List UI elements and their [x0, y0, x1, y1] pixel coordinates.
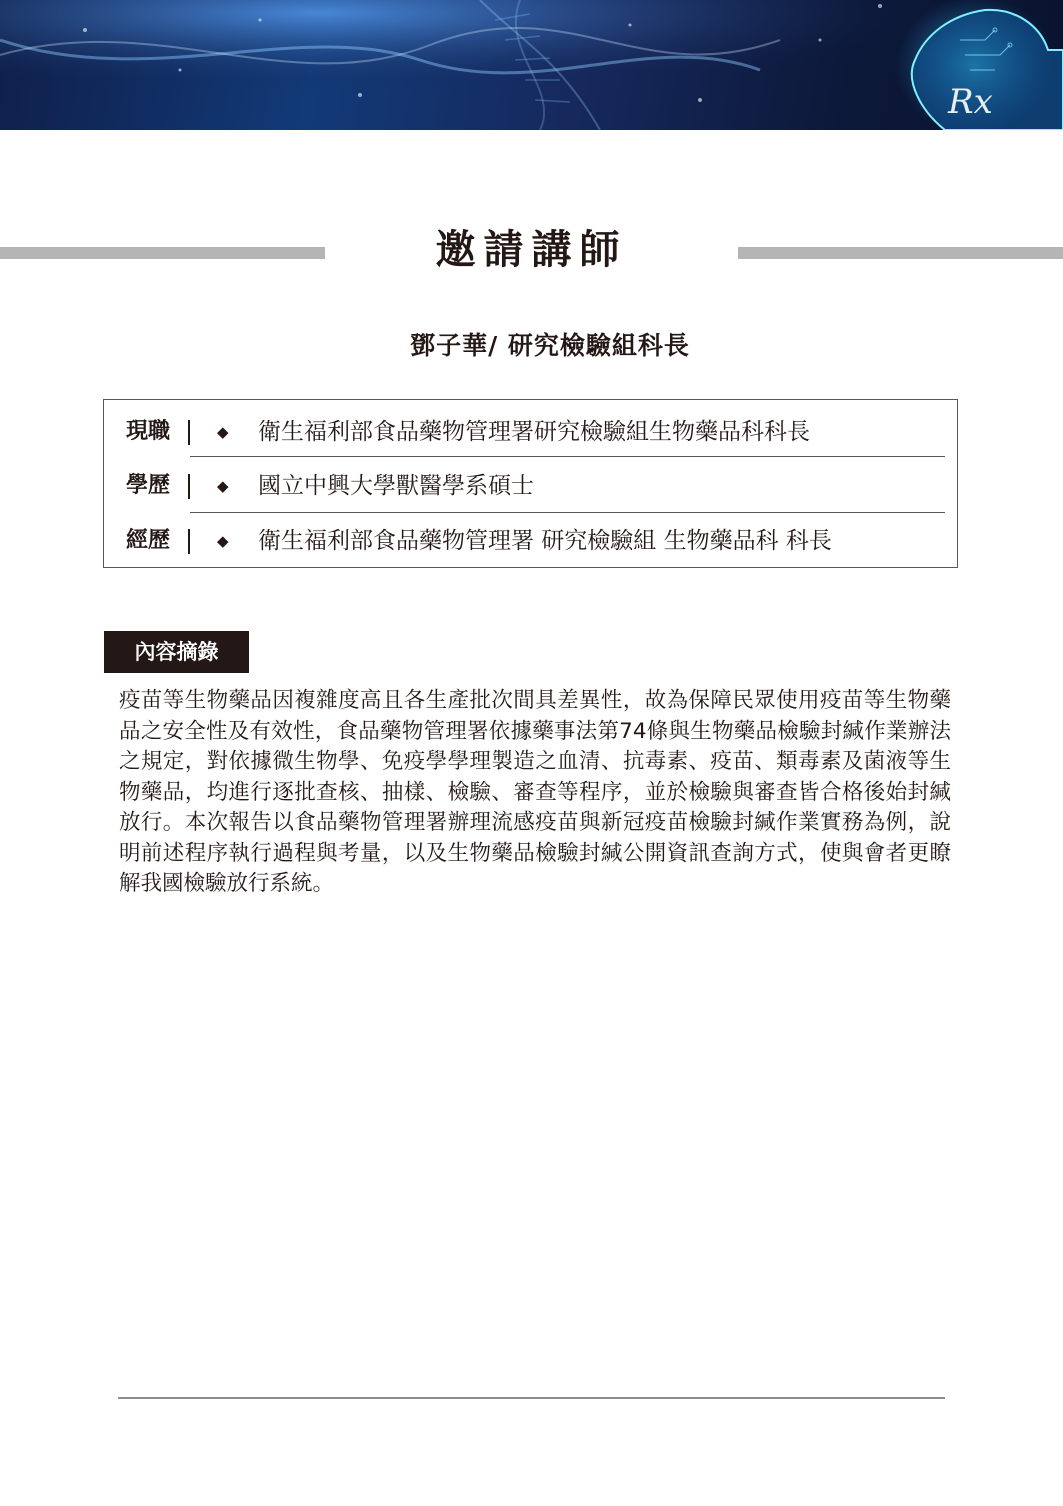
bio-value: 衛生福利部食品藥物管理署 研究檢驗組 生物藥品科 科長 [258, 528, 832, 554]
diamond-bullet-icon: ◆ [217, 477, 229, 495]
bio-box [103, 399, 958, 568]
bio-value: 衛生福利部食品藥物管理署研究檢驗組生物藥品科科長 [258, 419, 810, 445]
diamond-bullet-icon: ◆ [217, 532, 229, 550]
abstract-section-label: 內容摘錄 [104, 631, 249, 673]
bio-label: 現職 [126, 419, 171, 444]
title-bar-right [738, 247, 1063, 259]
bio-label: 學歷 [126, 473, 171, 498]
page-title: 邀請講師 [435, 227, 628, 273]
bio-label: 經歷 [126, 528, 171, 553]
bio-value: 國立中興大學獸醫學系碩士 [258, 473, 534, 499]
bio-separator [188, 474, 190, 499]
footer-divider [118, 1397, 945, 1399]
abstract-text: 疫苗等生物藥品因複雜度高且各生產批次間具差異性，故為保障民眾使用疫苗等生物藥品之安全性及有效性，食品藥物管理署依據藥事法第74條與生物藥品檢驗封緘作業辦法之規定，對依據微生物學、免疫學學理製造之血清、抗毒素、疫苗、類毒素及菌液等生物藥品，均進行逐批查核、抽樣、檢驗、審查等程序，並於檢驗與審查皆合格後始封緘放行。本次報告以食品藥物管理署辦理流感疫苗與新冠疫苗檢驗封緘作業實務為例，說明前述程序執行過程與考量，以及生物藥品檢驗封緘公開資訊查詢方式，使與會者更瞭解我國檢驗放行系統。 [119, 688, 951, 896]
bio-row-education [104, 466, 957, 506]
bio-divider [190, 456, 945, 457]
bio-divider [190, 512, 945, 513]
rx-logo-text: Rx [948, 82, 993, 122]
bio-row-experience [104, 521, 957, 561]
bio-row-current [104, 412, 957, 452]
bio-separator [188, 420, 190, 445]
banner-graphic [0, 0, 1063, 130]
header-banner [0, 0, 1063, 130]
rx-logo [948, 82, 993, 122]
bio-separator [188, 529, 190, 554]
diamond-bullet-icon: ◆ [217, 423, 229, 441]
speaker-name-title: 鄧子華/ 研究檢驗組科長 [410, 331, 690, 360]
